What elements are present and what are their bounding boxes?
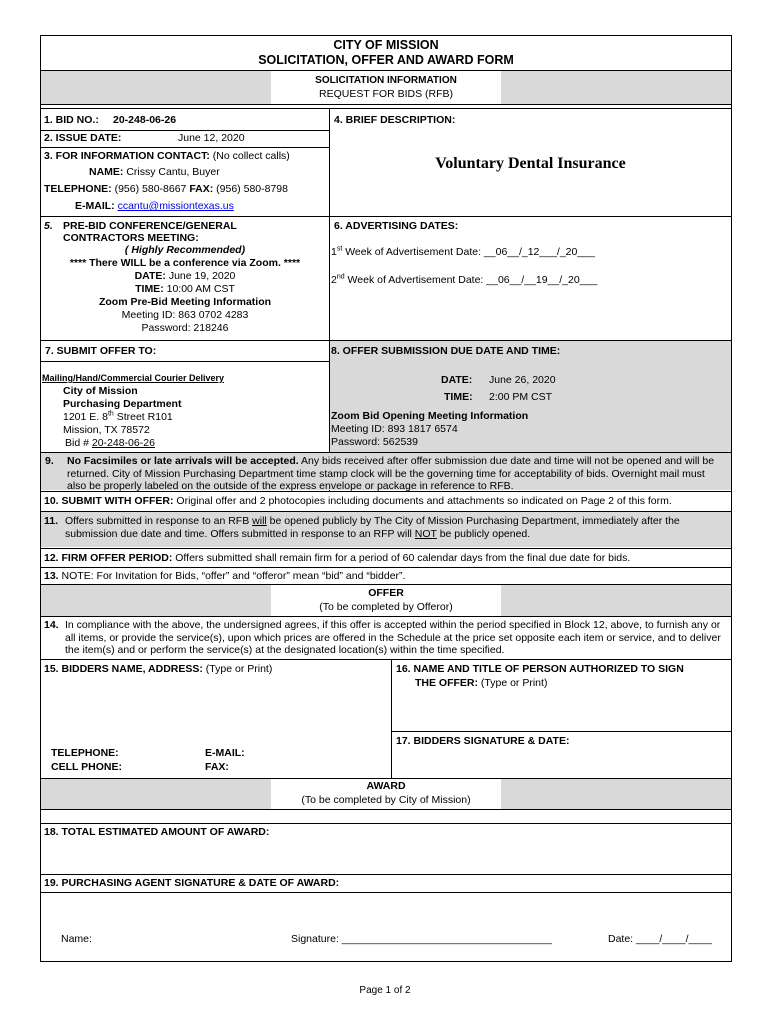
contact-line: 3. FOR INFORMATION CONTACT: (No collect calls) <box>44 150 290 162</box>
fax-field[interactable] <box>253 759 387 773</box>
divider <box>41 361 329 362</box>
bidders-signature-label: 17. BIDDERS SIGNATURE & DATE: <box>396 735 570 747</box>
public-opening-notice: Offers submitted in response to an RFB will be opened publicly by The City of Mission Purchasing Department, immediately after the submission due date and time. Offers submitted in response to an RFP will NOT be publicly opened. <box>65 515 680 540</box>
divider <box>41 147 329 148</box>
submit-department: Purchasing Department <box>63 398 182 410</box>
prebid-password: Password: 218246 <box>141 322 229 334</box>
total-award-label: 18. TOTAL ESTIMATED AMOUNT OF AWARD: <box>44 826 270 838</box>
bid-opening-zoom-title: Zoom Bid Opening Meeting Information <box>331 410 529 422</box>
brief-description-value: Voluntary Dental Insurance <box>435 155 626 172</box>
prebid-zoom-note: **** There WILL be a conference via Zoom. **** <box>69 257 301 269</box>
authorized-person-label-2: THE OFFER: (Type or Print) <box>415 677 548 689</box>
contact-phone: TELEPHONE: (956) 580-8667 FAX: (956) 580-8798 <box>44 183 288 195</box>
submit-city: City of Mission <box>63 385 138 397</box>
divider <box>41 892 731 893</box>
prebid-time: TIME: 10:00 AM CST <box>135 283 235 295</box>
prebid-title-1: PRE-BID CONFERENCE/GENERAL <box>63 220 237 232</box>
contact-email-link[interactable]: ccantu@missiontexas.us <box>117 200 234 212</box>
award-heading: AWARD <box>366 780 406 792</box>
rfb-heading: REQUEST FOR BIDS (RFB) <box>319 88 453 100</box>
late-arrivals-notice: No Facsimiles or late arrivals will be accepted. Any bids received after offer submission due date and time will not be opened and will be returned. City of Mission Purchasing Department time stamp clock will be the governing time for acceptability of bids. Overnight mail must also be properly labeled on the outside of the express envelope or package in reference to RFB. <box>67 455 715 492</box>
total-award-field[interactable] <box>47 842 727 872</box>
bidders-name-label: 15. BIDDERS NAME, ADDRESS: (Type or Print) <box>44 663 273 675</box>
divider <box>41 216 731 217</box>
due-date-value: June 26, 2020 <box>489 374 556 386</box>
form-title: SOLICITATION, OFFER AND AWARD FORM <box>258 53 514 67</box>
brief-description-label: 4. BRIEF DESCRIPTION: <box>334 114 456 126</box>
prebid-title-2: CONTRACTORS MEETING: <box>63 232 199 244</box>
divider <box>41 874 731 875</box>
prebid-recommended: ( Highly Recommended) <box>124 244 246 256</box>
bid-opening-password: Password: 562539 <box>331 436 418 448</box>
block14-number: 14. <box>44 619 59 631</box>
advertising-dates-label: 6. ADVERTISING DATES: <box>334 220 459 232</box>
bidders-name-address-field[interactable] <box>47 680 385 740</box>
org-title: CITY OF MISSION <box>333 38 439 52</box>
submit-with-offer: 10. SUBMIT WITH OFFER: Original offer and 2 photocopies including documents and attachments so indicated on Page 2 of this form. <box>44 495 672 507</box>
submit-city-state: Mission, TX 78572 <box>63 424 150 436</box>
cell-phone-label: CELL PHONE: <box>51 761 122 773</box>
telephone-label: TELEPHONE: <box>51 747 119 759</box>
prebid-date: DATE: June 19, 2020 <box>134 270 236 282</box>
divider <box>391 731 731 732</box>
telephone-field[interactable] <box>127 745 201 759</box>
divider <box>41 823 731 824</box>
contact-name: NAME: Crissy Cantu, Buyer <box>89 166 220 178</box>
offer-heading: OFFER <box>368 587 404 599</box>
submit-offer-label: 7. SUBMIT OFFER TO: <box>45 345 157 357</box>
divider <box>41 548 731 549</box>
submit-bid-number: Bid # 20-248-06-26 <box>65 437 155 449</box>
authorized-person-label-1: 16. NAME AND TITLE OF PERSON AUTHORIZED TO SIGN <box>396 663 684 675</box>
divider <box>41 108 731 109</box>
divider <box>41 104 731 105</box>
issue-date-label: 2. ISSUE DATE: <box>44 132 122 144</box>
advertising-week-2: 2nd Week of Advertisement Date: __06__/__19__/_20___ <box>331 273 598 286</box>
firm-offer-period: 12. FIRM OFFER PERIOD: Offers submitted shall remain firm for a period of 60 calendar days from the final due date for bids. <box>44 552 631 564</box>
mail-delivery-heading: Mailing/Hand/Commercial Courier Delivery <box>42 373 225 383</box>
solicitation-info-heading: SOLICITATION INFORMATION <box>315 75 457 86</box>
divider <box>41 616 731 617</box>
block11-number: 11. <box>44 515 59 527</box>
award-date-line[interactable]: Date: ____/____/____ <box>608 933 712 945</box>
note-definitions: 13. NOTE: For Invitation for Bids, “offer” and “offeror” mean “bid” and “bidder”. <box>44 570 406 582</box>
authorized-person-field[interactable] <box>397 694 727 730</box>
divider <box>41 130 329 131</box>
cell-phone-field[interactable] <box>127 759 201 773</box>
advertising-week-1: 1st Week of Advertisement Date: __06__/_12___/_20___ <box>331 245 595 258</box>
award-signature-line[interactable]: Signature: ____________________________________ <box>291 933 553 945</box>
due-time-key: TIME: <box>444 391 473 403</box>
column-divider <box>391 659 392 778</box>
submit-street: 1201 E. 8th Street R101 <box>63 410 173 423</box>
due-date-label: 8. OFFER SUBMISSION DUE DATE AND TIME: <box>331 345 561 357</box>
purchasing-agent-label: 19. PURCHASING AGENT SIGNATURE & DATE OF AWARD: <box>44 877 340 889</box>
due-time-value: 2:00 PM CST <box>489 391 553 403</box>
fax-label: FAX: <box>205 761 229 773</box>
prebid-meeting-id: Meeting ID: 863 0702 4283 <box>121 309 249 321</box>
bid-opening-meeting-id: Meeting ID: 893 1817 6574 <box>331 423 458 435</box>
block9-number: 9. <box>45 455 54 467</box>
solicitation-form <box>40 35 732 962</box>
divider <box>41 809 731 810</box>
award-subheading: (To be completed by City of Mission) <box>301 794 471 806</box>
prebid-number: 5. <box>44 220 53 232</box>
award-name-label: Name: <box>61 933 92 945</box>
email-field[interactable] <box>253 745 387 759</box>
prebid-zoom-title: Zoom Pre-Bid Meeting Information <box>98 296 272 308</box>
compliance-statement: In compliance with the above, the undersigned agrees, if this offer is accepted within the period specified in Block 12, above, to furnish any or all items, or provide the service(s), upon which prices are offered in the Schedule at the price set opposite each item or service, and to deliver the item(s) and or perform the service(s) at the designated location(s) within the time specified. <box>65 619 721 656</box>
bid-no-label: 1. BID NO.: <box>44 114 99 126</box>
issue-date-value: June 12, 2020 <box>178 132 245 144</box>
email-label: E-MAIL: <box>205 747 245 759</box>
page-number: Page 1 of 2 <box>359 985 411 996</box>
bid-no-value: 20-248-06-26 <box>113 114 177 126</box>
divider <box>41 659 731 660</box>
divider <box>41 567 731 568</box>
due-date-key: DATE: <box>441 374 473 386</box>
divider <box>41 491 731 492</box>
offer-subheading: (To be completed by Offeror) <box>319 601 453 613</box>
contact-email-row: E-MAIL: ccantu@missiontexas.us <box>75 200 234 212</box>
bidders-signature-field[interactable] <box>397 750 727 776</box>
